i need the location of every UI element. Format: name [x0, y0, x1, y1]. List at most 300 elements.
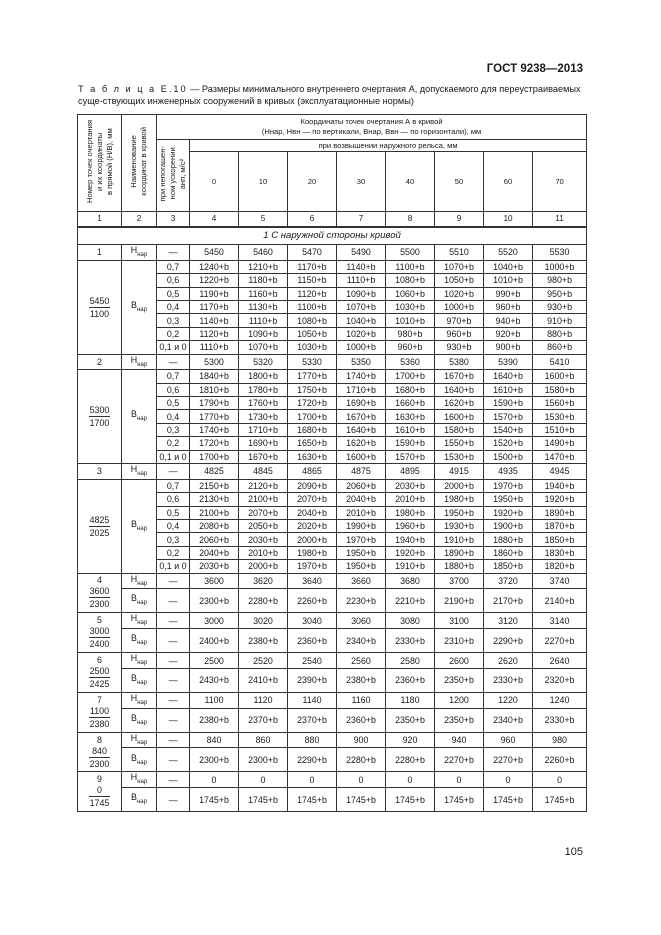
point-number: 8: [97, 734, 102, 745]
b-value: 2270+b: [484, 748, 533, 772]
acceleration-value: 0,7: [157, 370, 190, 383]
h-value: 3660: [337, 573, 386, 589]
header-point-number: [78, 115, 122, 212]
coord-letter: Н: [130, 732, 138, 743]
b-value: 1500+b: [484, 450, 533, 463]
b-value: 2150+b: [190, 479, 239, 492]
acceleration-value: 0,6: [157, 274, 190, 287]
fraction-width: 2025: [89, 527, 110, 538]
elevation-7: 70: [533, 152, 587, 212]
b-outer-label: [122, 748, 157, 772]
b-value: 1630+b: [386, 410, 435, 423]
b-outer-label: [122, 370, 157, 464]
h-value: 3080: [386, 613, 435, 629]
coord-subscript: нар: [137, 659, 148, 666]
b-value: 1610+b: [386, 423, 435, 436]
b-value: 2140+b: [533, 589, 587, 613]
b-value: 1020+b: [435, 287, 484, 300]
fraction-width: 1745: [89, 798, 110, 809]
h-value: 4915: [435, 464, 484, 480]
elevation-0: 0: [190, 152, 239, 212]
h-value: 2600: [435, 653, 484, 669]
fraction-height: 4825: [89, 514, 110, 525]
b-value: 970+b: [435, 314, 484, 327]
b-value: 990+b: [484, 287, 533, 300]
h-value: 3040: [288, 613, 337, 629]
elevation-6: 60: [484, 152, 533, 212]
acceleration-value: 0,6: [157, 493, 190, 506]
h-value: 4935: [484, 464, 533, 480]
fraction-width: 1100: [89, 308, 110, 319]
b-value: 1170+b: [288, 260, 337, 273]
b-value: 2090+b: [288, 479, 337, 492]
header-acceleration: при непогашен- ном ускорении aнп, м/с²: [157, 140, 190, 212]
b-value: 1110+b: [239, 314, 288, 327]
b-value: 1620+b: [435, 397, 484, 410]
h-value: 4875: [337, 464, 386, 480]
b-value: 900+b: [484, 341, 533, 354]
coord-letter: В: [131, 752, 137, 763]
fraction-height: 1100: [89, 705, 110, 716]
b-value: 2300+b: [190, 748, 239, 772]
b-value: 2400+b: [190, 629, 239, 653]
b-value: 1640+b: [484, 370, 533, 383]
caption-prefix: Т а б л и ц а Е.10: [78, 84, 188, 94]
b-value: 1680+b: [288, 423, 337, 436]
point-cell: [78, 692, 122, 732]
coord-subscript: нар: [136, 306, 147, 313]
table-row: [78, 772, 587, 788]
h-value: 2520: [239, 653, 288, 669]
b-value: 880+b: [533, 327, 587, 340]
table-row: [78, 692, 587, 708]
b-value: 1610+b: [484, 383, 533, 396]
b-value: 1670+b: [239, 450, 288, 463]
accel-dash: —: [157, 464, 190, 480]
acceleration-value: 0,1 и 0: [157, 341, 190, 354]
accel-dash: —: [157, 653, 190, 669]
b-value: 1030+b: [386, 300, 435, 313]
b-value: 1220+b: [190, 274, 239, 287]
b-value: 1760+b: [239, 397, 288, 410]
fraction-width: 2300: [89, 599, 110, 610]
b-value: 1160+b: [239, 287, 288, 300]
b-value: 2350+b: [435, 708, 484, 732]
coordinate-fraction: [89, 745, 111, 770]
b-value: 2360+b: [288, 629, 337, 653]
acceleration-value: 0,4: [157, 300, 190, 313]
b-value: 2000+b: [288, 533, 337, 546]
header-coordinates: Координаты точек очертания А в кривой (Ннар, Нвн — по вертикали, Внар, Ввн — по горизонтали), мм: [157, 115, 587, 140]
b-value: 1700+b: [288, 410, 337, 423]
point-number: 6: [97, 655, 102, 665]
h-value: 2500: [190, 653, 239, 669]
b-value: 1770+b: [190, 410, 239, 423]
h-value: 5470: [288, 245, 337, 261]
b-value: 2380+b: [190, 708, 239, 732]
accel-dash: —: [157, 692, 190, 708]
table-row: [78, 788, 587, 812]
table-row: [78, 260, 587, 273]
h-value: 1180: [386, 692, 435, 708]
fraction-height: 2500: [89, 666, 110, 676]
b-value: 1745+b: [337, 788, 386, 812]
coord-subscript: нар: [136, 759, 147, 766]
b-value: 2360+b: [386, 668, 435, 692]
column-number: 2: [122, 212, 157, 228]
point-number: 9: [97, 774, 102, 785]
h-value: 5450: [190, 245, 239, 261]
acceleration-value: 0,3: [157, 533, 190, 546]
acceleration-value: 0,5: [157, 506, 190, 519]
b-value: 2410+b: [239, 668, 288, 692]
h-value: 5460: [239, 245, 288, 261]
b-value: 1150+b: [288, 274, 337, 287]
b-value: 1700+b: [386, 370, 435, 383]
acceleration-value: 0,7: [157, 260, 190, 273]
b-value: 1930+b: [435, 519, 484, 532]
h-value: 880: [288, 732, 337, 748]
b-value: 1820+b: [533, 560, 587, 573]
b-value: 1120+b: [190, 327, 239, 340]
b-value: 1000+b: [337, 341, 386, 354]
h-value: 1220: [484, 692, 533, 708]
page-number: 105: [564, 846, 583, 858]
b-value: 1950+b: [484, 493, 533, 506]
b-value: 1810+b: [190, 383, 239, 396]
point-cell: [78, 613, 122, 653]
h-value: 5510: [435, 245, 484, 261]
b-value: 1560+b: [533, 397, 587, 410]
b-value: 1730+b: [239, 410, 288, 423]
b-value: 1600+b: [337, 450, 386, 463]
point-coordinates: [78, 260, 122, 354]
header-point-number-text: Номер точек очертания и их координаты в прямой (H/B), мм: [84, 119, 114, 203]
h-value: 840: [190, 732, 239, 748]
point-cell: [78, 653, 122, 693]
fraction-width: 2380: [89, 718, 110, 729]
b-value: 1745+b: [386, 788, 435, 812]
b-value: 1170+b: [190, 300, 239, 313]
b-value: 1680+b: [386, 383, 435, 396]
coord-letter: Н: [130, 464, 138, 475]
b-value: 1050+b: [435, 274, 484, 287]
point-number: 2: [78, 354, 122, 370]
acceleration-value: 0,7: [157, 479, 190, 492]
h-value: 960: [484, 732, 533, 748]
table-row: [78, 668, 587, 692]
b-value: 1130+b: [239, 300, 288, 313]
h-value: 3700: [435, 573, 484, 589]
h-value: 5360: [386, 354, 435, 370]
coord-letter: В: [131, 299, 137, 310]
table-row: [78, 245, 587, 261]
coord-letter: В: [131, 673, 137, 683]
h-value: 4825: [190, 464, 239, 480]
b-value: 2030+b: [386, 479, 435, 492]
b-value: 1890+b: [533, 506, 587, 519]
h-value: 0: [288, 772, 337, 788]
b-value: 1060+b: [386, 287, 435, 300]
b-value: 1140+b: [337, 260, 386, 273]
column-number: 3: [157, 212, 190, 228]
coord-letter: В: [131, 593, 137, 604]
h-outer-label: [122, 464, 157, 480]
coord-subscript: нар: [136, 799, 147, 806]
b-outer-label: [122, 708, 157, 732]
elevation-5: 50: [435, 152, 484, 212]
b-value: 2280+b: [239, 589, 288, 613]
b-value: 1990+b: [337, 519, 386, 532]
b-value: 1720+b: [190, 437, 239, 450]
accel-dash: —: [157, 589, 190, 613]
table-caption: [78, 84, 584, 107]
fraction-width: 2300: [89, 758, 110, 769]
dimensions-table: [77, 114, 587, 812]
b-value: 2430+b: [190, 668, 239, 692]
h-outer-label: [122, 245, 157, 261]
fraction-width: 2400: [89, 639, 110, 650]
b-value: 1800+b: [239, 370, 288, 383]
h-value: 3620: [239, 573, 288, 589]
b-value: 2010+b: [386, 493, 435, 506]
coord-subscript: нар: [137, 779, 148, 786]
b-value: 2350+b: [435, 668, 484, 692]
b-value: 920+b: [484, 327, 533, 340]
b-value: 1900+b: [484, 519, 533, 532]
b-value: 860+b: [533, 341, 587, 354]
b-value: 2000+b: [435, 479, 484, 492]
b-value: 1745+b: [288, 788, 337, 812]
h-outer-label: [122, 354, 157, 370]
b-value: 1970+b: [288, 560, 337, 573]
b-value: 1190+b: [190, 287, 239, 300]
b-value: 1100+b: [386, 260, 435, 273]
accel-dash: —: [157, 708, 190, 732]
acceleration-value: 0,5: [157, 287, 190, 300]
b-value: 1660+b: [386, 397, 435, 410]
b-value: 1070+b: [239, 341, 288, 354]
coord-letter: Н: [130, 613, 138, 624]
b-value: 1670+b: [337, 410, 386, 423]
b-value: 1090+b: [239, 327, 288, 340]
point-coordinates: [78, 479, 122, 573]
b-value: 2060+b: [337, 479, 386, 492]
coord-subscript: нар: [136, 525, 147, 532]
h-value: 4865: [288, 464, 337, 480]
h-value: 5500: [386, 245, 435, 261]
h-value: 5380: [435, 354, 484, 370]
table-row: [78, 464, 587, 480]
coord-letter: Н: [130, 692, 138, 703]
b-value: 1540+b: [484, 423, 533, 436]
coord-letter: Н: [130, 245, 138, 255]
b-value: 2050+b: [239, 519, 288, 532]
fraction-height: 3000: [89, 626, 110, 637]
fraction-width: 2425: [89, 679, 110, 689]
point-cell: [78, 573, 122, 613]
b-value: 1870+b: [533, 519, 587, 532]
b-value: 2330+b: [386, 629, 435, 653]
b-value: 980+b: [386, 327, 435, 340]
b-value: 1670+b: [435, 370, 484, 383]
coord-subscript: нар: [137, 620, 148, 627]
h-outer-label: [122, 613, 157, 629]
h-value: 4845: [239, 464, 288, 480]
accel-dash: —: [157, 354, 190, 370]
accel-dash: —: [157, 613, 190, 629]
accel-dash: —: [157, 573, 190, 589]
h-value: 3600: [190, 573, 239, 589]
b-value: 1580+b: [533, 383, 587, 396]
point-cell: [78, 772, 122, 812]
b-value: 1940+b: [533, 479, 587, 492]
h-value: 0: [484, 772, 533, 788]
coord-subscript: нар: [137, 580, 148, 587]
h-value: 860: [239, 732, 288, 748]
b-value: 2260+b: [533, 748, 587, 772]
coord-letter: В: [131, 712, 137, 723]
coord-letter: Н: [130, 653, 138, 664]
b-value: 1020+b: [337, 327, 386, 340]
accel-dash: —: [157, 668, 190, 692]
b-value: 1520+b: [484, 437, 533, 450]
column-number: 1: [78, 212, 122, 228]
point-number: 7: [97, 694, 102, 705]
h-value: 0: [386, 772, 435, 788]
b-value: 1700+b: [190, 450, 239, 463]
b-value: 2320+b: [533, 668, 587, 692]
b-value: 2280+b: [386, 748, 435, 772]
b-value: 2380+b: [239, 629, 288, 653]
coord-subscript: нар: [136, 600, 147, 607]
b-value: 1710+b: [239, 423, 288, 436]
b-value: 1940+b: [386, 533, 435, 546]
h-value: 3120: [484, 613, 533, 629]
acceleration-value: 0,6: [157, 383, 190, 396]
b-value: 2030+b: [239, 533, 288, 546]
b-value: 1920+b: [533, 493, 587, 506]
b-outer-label: [122, 260, 157, 354]
h-value: 1100: [190, 692, 239, 708]
b-value: 2280+b: [337, 748, 386, 772]
column-number: 9: [435, 212, 484, 228]
b-value: 2330+b: [533, 708, 587, 732]
b-value: 1080+b: [386, 274, 435, 287]
caption-text: — Размеры минимального внутреннего очертания А, допускаемого для переустраиваемых суще-ствующих инженерных сооружений в кривых (эксплуатационные нормы): [78, 84, 581, 106]
b-value: 1490+b: [533, 437, 587, 450]
b-value: 1970+b: [484, 479, 533, 492]
b-value: 1110+b: [190, 341, 239, 354]
b-value: 1880+b: [484, 533, 533, 546]
h-outer-label: [122, 732, 157, 748]
h-outer-label: [122, 772, 157, 788]
coord-letter: Н: [130, 573, 138, 584]
b-value: 1745+b: [239, 788, 288, 812]
h-value: 1140: [288, 692, 337, 708]
h-value: 1200: [435, 692, 484, 708]
coordinate-fraction: [89, 404, 111, 429]
b-value: 980+b: [533, 274, 587, 287]
b-value: 1100+b: [288, 300, 337, 313]
column-number: 6: [288, 212, 337, 228]
b-value: 1980+b: [435, 493, 484, 506]
b-value: 1050+b: [288, 327, 337, 340]
accel-dash: —: [157, 788, 190, 812]
h-value: 3000: [190, 613, 239, 629]
b-value: 2100+b: [190, 506, 239, 519]
b-value: 1570+b: [484, 410, 533, 423]
point-number: 1: [78, 245, 122, 261]
acceleration-value: 0,4: [157, 519, 190, 532]
b-value: 2080+b: [190, 519, 239, 532]
b-value: 2040+b: [337, 493, 386, 506]
b-value: 2390+b: [288, 668, 337, 692]
b-value: 1120+b: [288, 287, 337, 300]
b-value: 2370+b: [239, 708, 288, 732]
h-outer-label: [122, 653, 157, 669]
acceleration-value: 0,3: [157, 423, 190, 436]
b-value: 1860+b: [484, 546, 533, 559]
b-value: 1750+b: [288, 383, 337, 396]
coordinate-fraction: [89, 514, 111, 539]
b-value: 1790+b: [190, 397, 239, 410]
point-cell: [78, 732, 122, 772]
accel-dash: —: [157, 772, 190, 788]
coord-letter: В: [131, 792, 137, 803]
table-row: [78, 354, 587, 370]
b-value: 2170+b: [484, 589, 533, 613]
b-value: 910+b: [533, 314, 587, 327]
b-value: 2340+b: [484, 708, 533, 732]
h-value: 940: [435, 732, 484, 748]
b-value: 2300+b: [239, 748, 288, 772]
h-value: 2540: [288, 653, 337, 669]
h-value: 1160: [337, 692, 386, 708]
b-outer-label: [122, 668, 157, 692]
point-coordinates: [78, 370, 122, 464]
b-value: 1140+b: [190, 314, 239, 327]
standard-code: ГОСТ 9238—2013: [486, 63, 583, 75]
b-value: 1040+b: [337, 314, 386, 327]
b-value: 2330+b: [484, 668, 533, 692]
coord-subscript: нар: [137, 739, 148, 746]
accel-dash: —: [157, 748, 190, 772]
h-outer-label: [122, 573, 157, 589]
column-number: 8: [386, 212, 435, 228]
b-value: 1950+b: [337, 546, 386, 559]
b-value: 2260+b: [288, 589, 337, 613]
acceleration-value: 0,1 и 0: [157, 450, 190, 463]
h-value: 5330: [288, 354, 337, 370]
b-value: 1010+b: [484, 274, 533, 287]
accel-dash: —: [157, 732, 190, 748]
b-value: 1640+b: [435, 383, 484, 396]
table-row: [78, 479, 587, 492]
b-value: 1590+b: [386, 437, 435, 450]
h-value: 3680: [386, 573, 435, 589]
b-outer-label: [122, 589, 157, 613]
h-value: 5490: [337, 245, 386, 261]
b-value: 2120+b: [239, 479, 288, 492]
b-value: 940+b: [484, 314, 533, 327]
h-value: 5530: [533, 245, 587, 261]
b-value: 2070+b: [288, 493, 337, 506]
b-value: 960+b: [386, 341, 435, 354]
b-value: 1745+b: [533, 788, 587, 812]
b-value: 2130+b: [190, 493, 239, 506]
b-value: 1530+b: [435, 450, 484, 463]
